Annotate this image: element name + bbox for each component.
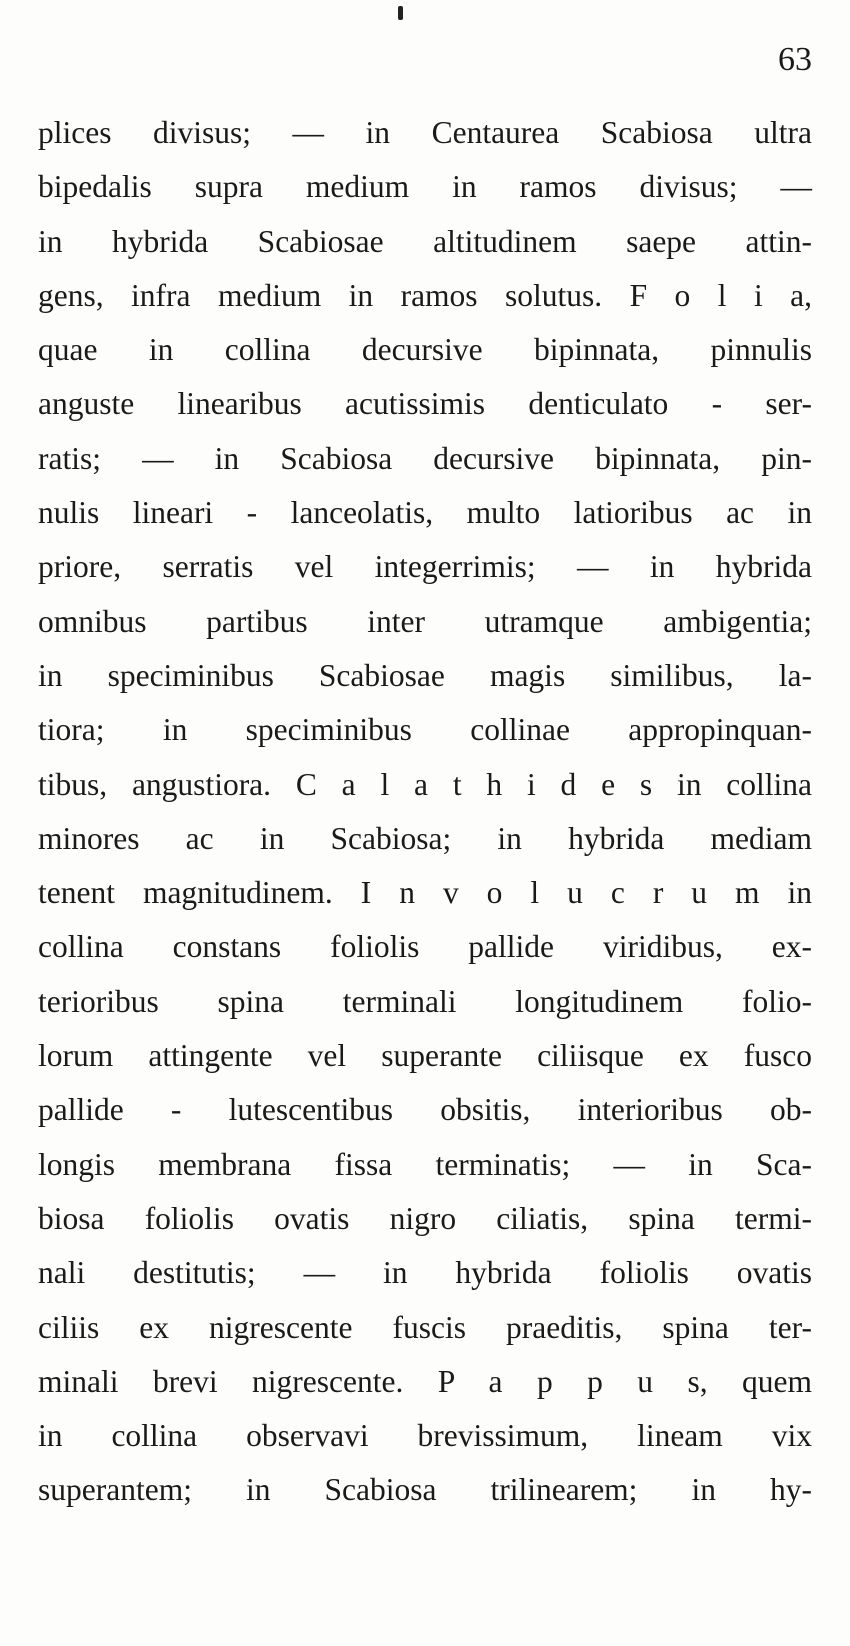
text-line: pallide - lutescentibus obsitis, interioribus ob-: [38, 1092, 812, 1128]
text-line: ratis; — in Scabiosa decursive bipinnata, pin-: [38, 440, 812, 476]
text-line: tenent magnitudinem. I n v o l u c r u m in: [38, 875, 812, 911]
text-line: minali brevi nigrescente. P a p p u s, quem: [38, 1363, 812, 1399]
text-line: omnibus partibus inter utramque ambigentia;: [38, 603, 812, 639]
text-line: in collina observavi brevissimum, lineam vix: [38, 1418, 812, 1454]
text-line: nali destitutis; — in hybrida foliolis ovatis: [38, 1255, 812, 1291]
text-line: plices divisus; — in Centaurea Scabiosa ultra: [38, 115, 812, 150]
text-line: ciliis ex nigrescente fuscis praeditis, spina ter-: [38, 1309, 812, 1345]
text-line: minores ac in Scabiosa; in hybrida mediam: [38, 820, 812, 856]
text-line: quae in collina decursive bipinnata, pinnulis: [38, 332, 812, 368]
text-line: biosa foliolis ovatis nigro ciliatis, spina termi-: [38, 1200, 812, 1236]
text-line: anguste linearibus acutissimis denticulato - ser-: [38, 386, 812, 422]
text-line: bipedalis supra medium in ramos divisus; —: [38, 169, 812, 205]
text-line: priore, serratis vel integerrimis; — in hybrida: [38, 549, 812, 585]
text-line: tiora; in speciminibus collinae appropinquan-: [38, 712, 812, 748]
ink-mark: [398, 6, 403, 20]
body-text: [38, 106, 812, 1518]
text-line: gens, infra medium in ramos solutus. F o l i a,: [38, 277, 812, 313]
text-line: lorum attingente vel superante ciliisque ex fusco: [38, 1038, 812, 1074]
text-line: superantem; in Scabiosa trilinearem; in hy-: [38, 1472, 812, 1508]
text-line: longis membrana fissa terminatis; — in Sca-: [38, 1146, 812, 1182]
text-line: nulis lineari - lanceolatis, multo latioribus ac in: [38, 495, 812, 531]
text-line: in speciminibus Scabiosae magis similibus, la-: [38, 657, 812, 693]
text-line: terioribus spina terminali longitudinem folio-: [38, 983, 812, 1019]
text-line: tibus, angustiora. C a l a t h i d e s in collina: [38, 766, 812, 802]
page-number: 63: [778, 41, 812, 78]
text-line: collina constans foliolis pallide viridibus, ex-: [38, 929, 812, 965]
text-line: in hybrida Scabiosae altitudinem saepe attin-: [38, 223, 812, 259]
